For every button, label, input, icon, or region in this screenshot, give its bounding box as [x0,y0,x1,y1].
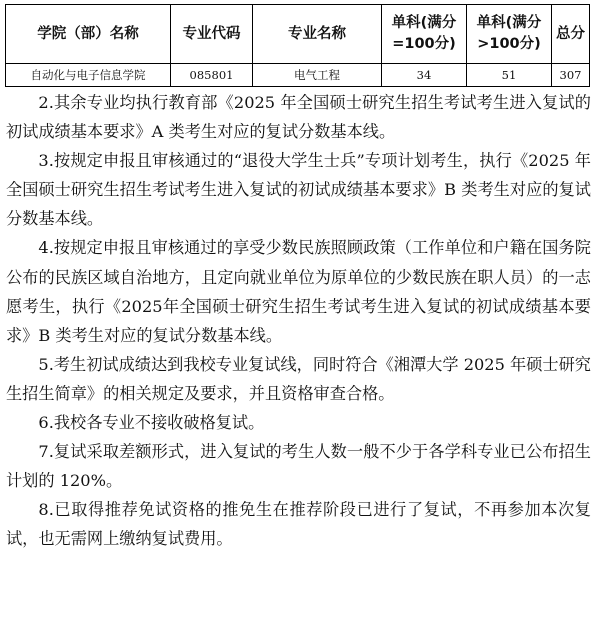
rule-paragraph-7: 7.复试采取差额形式，进入复试的考生人数一般不少于各学科专业已公布招生计划的 120%。 [6,442,591,491]
score-table [5,4,590,87]
rule-paragraph-5: 5.考生初试成绩达到我校专业复试线，同时符合《湘潭大学 2025 年硕士研究生招生简章》的相关规定及要求，并且资格审查合格。 [6,354,591,403]
rule-paragraph-4: 4.按规定申报且审核通过的享受少数民族照顾政策（工作单位和户籍在国务院公布的民族区域自治地方，且定向就业单位为原单位的少数民族在职人员）的一志愿考生，执行《2025年全国硕士研究生招生考试考生进入复试的初试成绩基本要求》B 类考生对应的复试分数基本线。 [6,238,591,345]
header-major-name: 专业名称 [253,5,382,64]
rules-text [6,88,591,554]
header-college: 学院（部）名称 [6,5,171,64]
rule-paragraph-6: 6.我校各专业不接收破格复试。 [38,413,265,433]
header-major-code: 专业代码 [171,5,253,64]
header-single-over-100: 单科(满分>100分) [467,5,552,64]
header-single-100: 单科(满分=100分) [382,5,467,64]
table-header-row [6,5,590,64]
rule-paragraph-2: 2.其余专业均执行教育部《2025 年全国硕士研究生招生考试考生进入复试的初试成绩基本要求》A 类考生对应的复试分数基本线。 [6,93,591,142]
header-total: 总分 [552,5,590,64]
table-row [6,64,590,87]
cell-total: 307 [552,64,590,87]
rule-paragraph-3: 3.按规定申报且审核通过的“退役大学生士兵”专项计划考生，执行《2025 年全国硕士研究生招生考试考生进入复试的初试成绩基本要求》B 类考生对应的复试分数基本线。 [6,151,591,229]
cell-major-code: 085801 [171,64,253,87]
cell-major-name: 电气工程 [253,64,382,87]
cell-single-100: 34 [382,64,467,87]
rule-paragraph-8: 8.已取得推荐免试资格的推免生在推荐阶段已进行了复试，不再参加本次复试，也无需网上缴纳复试费用。 [6,500,591,549]
cell-single-over-100: 51 [467,64,552,87]
cell-college: 自动化与电子信息学院 [6,64,171,87]
